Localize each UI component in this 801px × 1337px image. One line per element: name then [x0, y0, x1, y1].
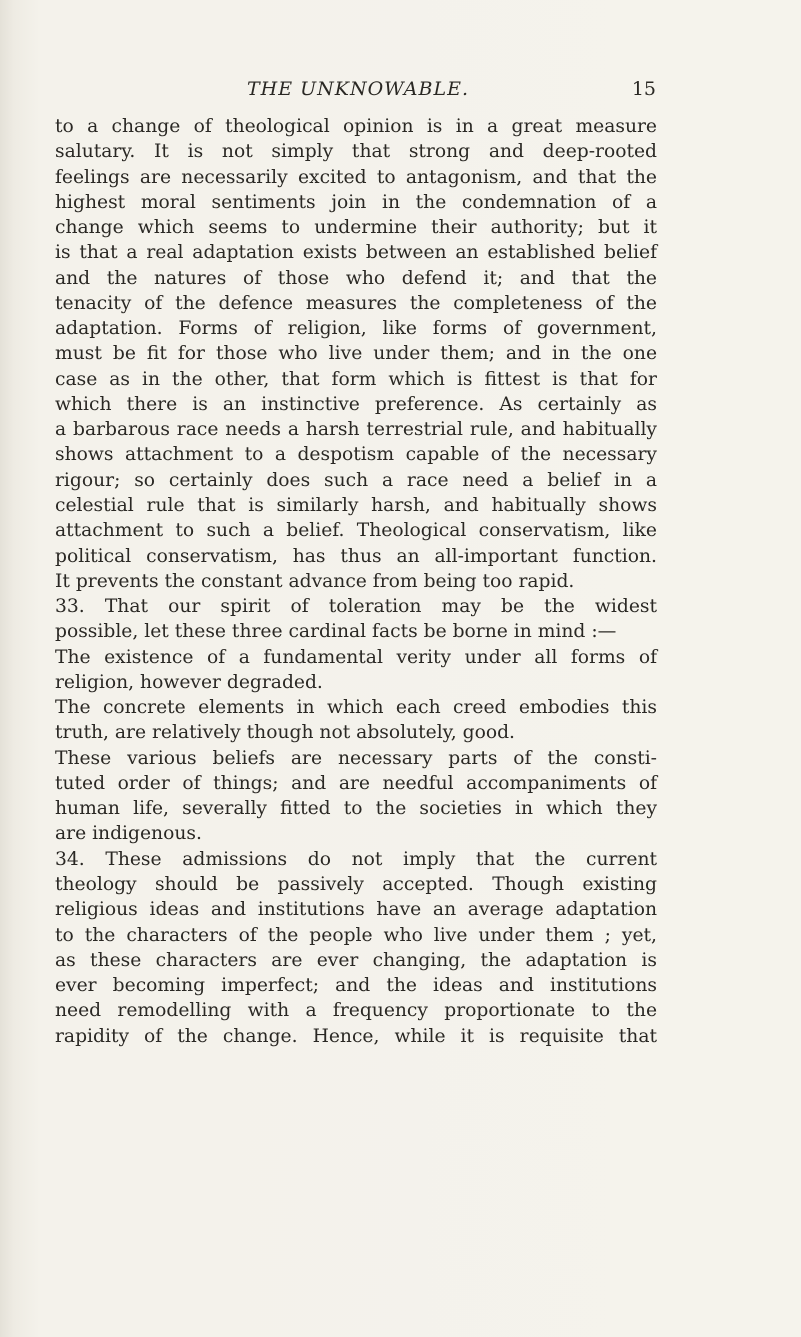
text-line: It prevents the constant advance from being too rapid. — [55, 570, 575, 592]
text-line: The existence of a fundamental verity under all forms of — [55, 646, 657, 668]
text-line: human life, severally fitted to the societies in which they — [55, 798, 657, 820]
text-line: tenacity of the defence measures the completeness of the — [55, 292, 657, 314]
text-line: change which seems to undermine their authority; but it — [55, 217, 657, 239]
text-line: shows attachment to a despotism capable of the necessary — [55, 444, 657, 466]
text-line: political conservatism, has thus an all-important function. — [55, 545, 657, 567]
text-line: rapidity of the change. Hence, while it is requisite that — [55, 1025, 657, 1047]
text-line: which there is an instinctive preference. As certainly as — [55, 393, 657, 415]
text-line: need remodelling with a frequency proportionate to the — [55, 1000, 657, 1022]
text-line: The concrete elements in which each creed embodies this — [55, 697, 657, 719]
text-line: as these characters are ever changing, the adaptation is — [55, 949, 657, 971]
text-line: possible, let these three cardinal facts be borne in mind :— — [55, 621, 617, 643]
text-line: and the natures of those who defend it; and that the — [55, 267, 657, 289]
text-line: to the characters of the people who live under them ; yet, — [55, 924, 657, 946]
text-line: highest moral sentiments join in the condemnation of a — [55, 191, 657, 213]
page-number: 15 — [631, 78, 656, 100]
text-line: a barbarous race needs a harsh terrestrial rule, and habitually — [55, 419, 657, 441]
text-line: celestial rule that is similarly harsh, and habitually shows — [55, 494, 657, 516]
text-line: religion, however degraded. — [55, 671, 323, 693]
text-line: are indigenous. — [55, 823, 202, 845]
text-line: is that a real adaptation exists between an established belief — [55, 242, 657, 264]
text-line: must be fit for those who live under them; and in the one — [55, 343, 657, 365]
running-title: THE UNKNOWABLE. — [247, 78, 469, 100]
text-line: to a change of theological opinion is in a great measure — [55, 116, 657, 137]
text-line: 34. These admissions do not imply that the current — [55, 848, 657, 870]
body-text — [55, 114, 657, 1049]
text-line: salutary. It is not simply that strong and deep-rooted — [55, 141, 657, 163]
text-line: case as in the other, that form which is fittest is that for — [55, 368, 657, 390]
text-line: adaptation. Forms of religion, like forms of government, — [55, 318, 657, 340]
text-line: feelings are necessarily excited to antagonism, and that the — [55, 166, 657, 188]
text-line: rigour; so certainly does such a race need a belief in a — [55, 469, 657, 491]
text-line: tuted order of things; and are needful accompaniments of — [55, 772, 657, 794]
text-line: theology should be passively accepted. Though existing — [55, 873, 657, 895]
text-line: These various beliefs are necessary parts of the consti- — [55, 747, 657, 769]
page-header — [60, 78, 656, 104]
text-line: 33. That our spirit of toleration may be the widest — [55, 596, 657, 618]
text-line: religious ideas and institutions have an average adaptation — [55, 899, 657, 921]
text-line: attachment to such a belief. Theological conservatism, like — [55, 520, 657, 542]
text-line: ever becoming imperfect; and the ideas and institutions — [55, 975, 657, 997]
text-line: truth, are relatively though not absolutely, good. — [55, 722, 515, 744]
